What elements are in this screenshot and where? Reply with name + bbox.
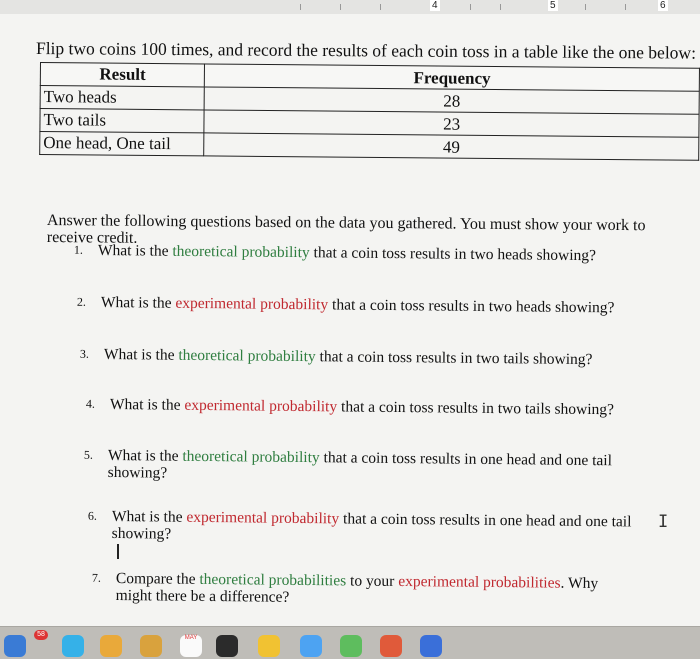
ruler-tick [470,4,471,10]
calendar-month-label: MAY [184,635,198,641]
photos-icon[interactable] [100,635,122,657]
results-table [39,62,700,161]
question-text: that a coin toss results in one head and one tail showing? [111,510,632,543]
question-number: 5. [83,447,93,462]
question-text: What is the [111,508,187,526]
app-icon[interactable] [258,635,280,657]
question-3[interactable] [79,346,684,369]
question-text: What is the [103,346,179,364]
term-theoretical: theoretical probability [182,447,320,467]
question-text: that a coin toss results in one head and one tail showing? [107,449,613,482]
ruler-tick [340,4,341,10]
document-page[interactable] [0,14,700,626]
question-5[interactable] [83,447,618,486]
question-number: 1. [73,242,83,257]
question-text: that a coin toss results in two tails showing? [337,398,615,419]
question-text: What is the [107,447,183,465]
column-header-result: Result [40,63,205,87]
question-text: Compare the [115,570,200,588]
question-text: that a coin toss results in two tails showing? [315,348,593,369]
ruler-tick [585,4,586,10]
question-4[interactable] [85,396,680,419]
ruler-tick [300,4,301,10]
question-text: What is the [109,396,185,414]
question-6[interactable] [87,508,632,547]
question-text: . Why might there be a difference? [115,574,599,606]
frequency-cell[interactable]: 28 [204,87,699,114]
term-experimental: experimental probabilities [398,572,561,592]
ruler-mark-6: 6 [660,0,666,11]
term-experimental: experimental probability [175,294,329,314]
question-text: What is the [97,242,173,260]
term-theoretical: theoretical probability [172,242,310,262]
intro-paragraph: Answer the following questions based on the data you gathered. You must show your work to receive credit. [46,212,646,247]
dock [0,626,700,659]
term-theoretical: theoretical probability [178,346,316,366]
notification-badge: 58 [34,630,48,640]
app-icon[interactable] [380,635,402,657]
ruler-tick [380,4,381,10]
question-number: 7. [91,570,101,585]
app-icon[interactable] [216,635,238,657]
table-row [40,132,699,161]
term-experimental: experimental probability [186,508,340,528]
question-number: 3. [79,346,89,361]
app-icon[interactable] [300,635,322,657]
ruler-mark-4: 4 [432,0,438,11]
app-store-icon[interactable] [62,635,84,657]
instructions-text: Flip two coins 100 times, and record the results of each coin toss in a table like the one below: [35,38,697,63]
question-text: that a coin toss results in two heads showing? [328,296,615,317]
app-icon[interactable] [340,635,362,657]
result-cell[interactable]: One head, One tail [40,132,205,156]
app-icon[interactable] [420,635,442,657]
question-number: 4. [85,396,95,411]
question-text: What is the [100,294,176,312]
question-number: 6. [87,508,97,523]
term-theoretical: theoretical probabilities [199,570,347,590]
term-experimental: experimental probability [184,396,338,416]
ibeam-cursor-icon: I [658,512,669,532]
calendar-icon[interactable] [180,635,202,657]
result-cell[interactable]: Two tails [40,109,205,133]
notes-icon[interactable] [140,635,162,657]
ruler-tick [625,4,626,10]
question-7[interactable] [91,570,626,609]
question-number: 2. [76,294,86,309]
frequency-cell[interactable]: 23 [204,110,699,137]
document-ruler[interactable] [0,0,700,15]
question-text: that a coin toss results in two heads showing? [309,244,597,265]
question-2[interactable] [76,294,681,317]
column-header-frequency: Frequency [205,64,700,91]
result-cell[interactable]: Two heads [40,86,205,110]
ruler-mark-5: 5 [550,0,556,11]
ruler-tick [500,4,501,10]
frequency-cell[interactable]: 49 [204,133,699,160]
finder-icon[interactable] [4,635,26,657]
text-cursor [117,544,119,559]
question-text: to your [346,572,399,590]
